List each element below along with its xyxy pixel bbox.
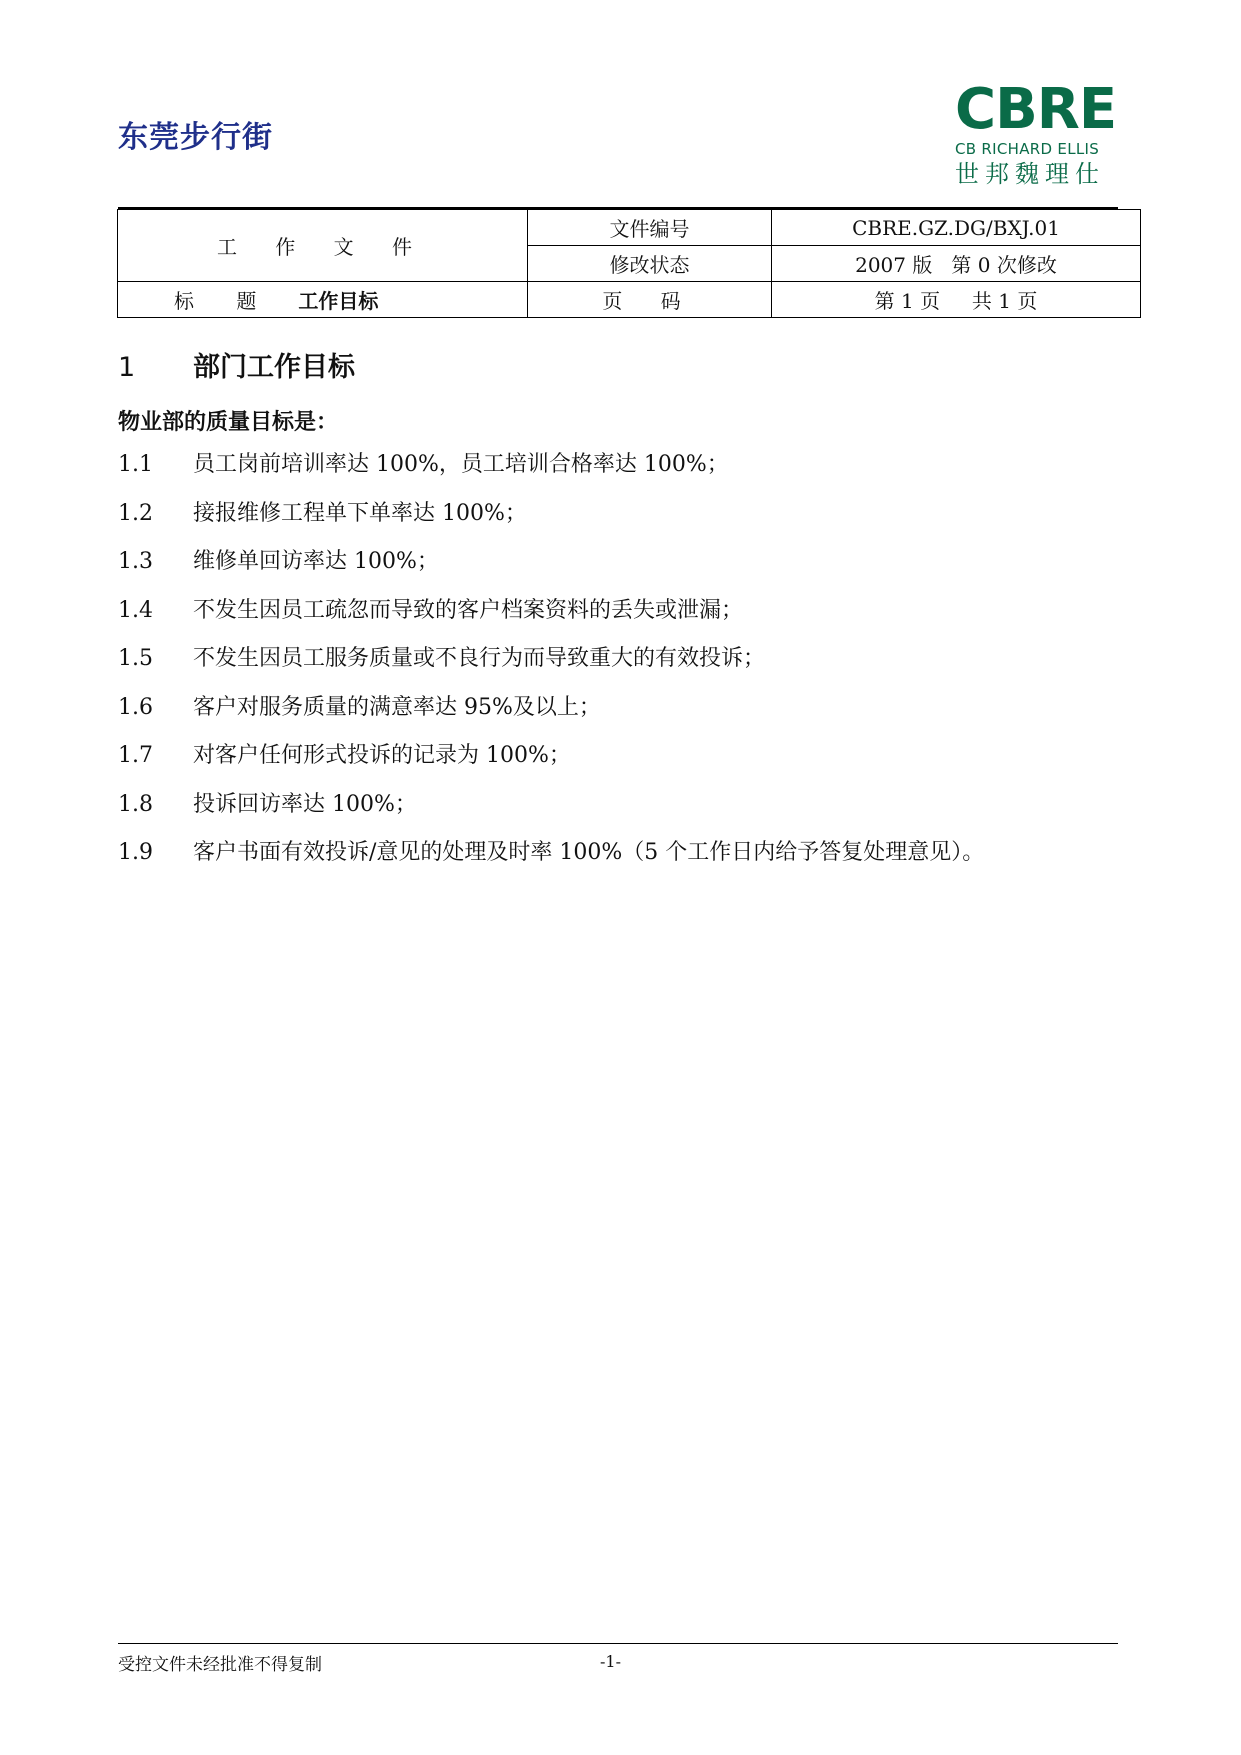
section-heading [118, 345, 355, 384]
goals-list [118, 450, 1118, 887]
goal-text: 投诉回访率达 100%； [193, 791, 417, 817]
list-item [118, 741, 1118, 790]
goal-text: 对客户任何形式投诉的记录为 100%； [193, 743, 571, 768]
footer-notice: 受控文件未经批准不得复制 [118, 1655, 322, 1675]
goal-text: 员工岗前培训率达 100%，员工培训合格率达 100%； [193, 452, 729, 477]
list-item [118, 547, 1118, 596]
goal-text: 不发生因员工服务质量或不良行为而导致重大的有效投诉； [193, 646, 766, 671]
section-title: 部门工作目标 [193, 352, 355, 383]
goal-number: 1.4 [118, 597, 153, 623]
file-no-label: 文件编号 [528, 210, 772, 246]
document-info-table [117, 209, 1141, 318]
page-title: 东莞步行街 [118, 120, 273, 155]
title-cell [118, 282, 528, 318]
revision-value: 2007 版 第 0 次修改 [772, 246, 1141, 282]
logo-subtitle: CB RICHARD ELLIS [955, 140, 1100, 158]
company-logo [955, 77, 1125, 188]
doc-type-cell [118, 210, 528, 282]
goal-text: 客户对服务质量的满意率达 95%及以上； [193, 694, 601, 720]
title-value: 工作目标 [298, 289, 379, 313]
goal-text: 客户书面有效投诉/意见的处理及时率 100%（5 个工作日内给予答复处理意见）。 [193, 840, 985, 865]
footer-divider [118, 1643, 1118, 1644]
page-label: 页 码 [602, 289, 697, 313]
list-item [118, 693, 1118, 742]
list-item [118, 838, 1118, 887]
list-item [118, 644, 1118, 693]
revision-label: 修改状态 [528, 246, 772, 282]
section-number: 1 [118, 352, 136, 383]
page-label-cell [528, 282, 772, 318]
goal-text: 不发生因员工疏忽而导致的客户档案资料的丢失或泄漏； [193, 597, 744, 623]
goal-number: 1.5 [118, 646, 153, 671]
goal-number: 1.9 [118, 840, 153, 865]
title-label: 标 题 [174, 289, 275, 313]
logo-wordmark: CBRE [955, 77, 1117, 142]
list-item [118, 499, 1118, 548]
goal-text: 接报维修工程单下单率达 100%； [193, 500, 527, 526]
goal-number: 1.7 [118, 743, 153, 768]
goal-number: 1.1 [118, 452, 153, 477]
doc-type: 工 作 文 件 [216, 235, 429, 259]
list-item [118, 450, 1118, 499]
footer-page-number: -1- [600, 1652, 621, 1671]
goal-number: 1.3 [118, 549, 153, 574]
file-no-value: CBRE.GZ.DG/BXJ.01 [772, 210, 1141, 246]
goals-subheading: 物业部的质量目标是： [118, 410, 339, 435]
page-value: 第 1 页 共 1 页 [772, 282, 1141, 318]
goal-text: 维修单回访率达 100%； [193, 549, 439, 574]
goal-number: 1.6 [118, 694, 153, 720]
goal-number: 1.8 [118, 791, 153, 817]
goal-number: 1.2 [118, 500, 153, 526]
list-item [118, 790, 1118, 839]
list-item [118, 596, 1118, 645]
logo-chinese-name: 世邦魏理仕 [955, 160, 1105, 188]
